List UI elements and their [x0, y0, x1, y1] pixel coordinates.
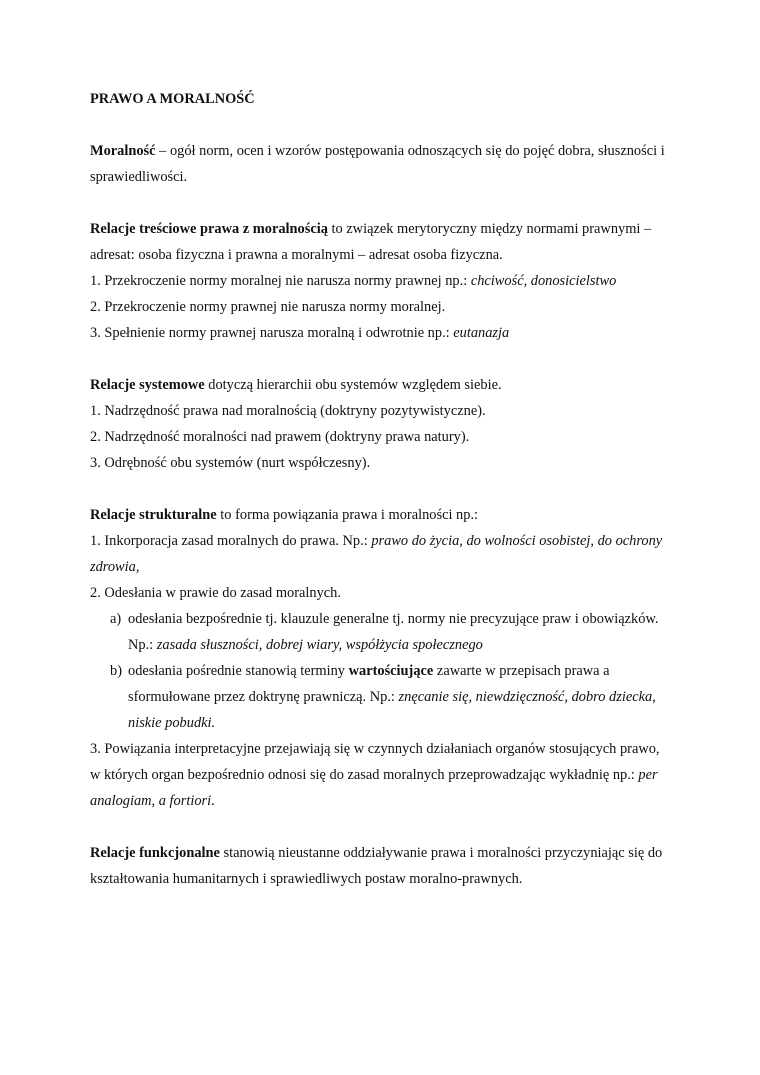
systemowe-item-1: 1. Nadrzędność prawa nad moralnością (doktryny pozytywistyczne).	[90, 403, 486, 419]
strukturalne-item-1-example: prawo do życia, do wolności osobistej, do ochrony zdrowia,	[90, 533, 663, 575]
sub-a-marker: a)	[110, 611, 122, 627]
strukturalne-sub-b	[90, 658, 665, 736]
sub-b-bold: wartościujące	[348, 663, 434, 679]
strukturalne-item-3-example: per analogiam, a fortiori	[90, 767, 658, 809]
page-title: PRAWO A MORALNOŚĆ	[90, 91, 255, 107]
tresciowe-item-1-example: chciwość, donosicielstwo	[470, 273, 617, 289]
funkcjonalne-paragraph	[90, 840, 665, 892]
tresciowe-item-1	[90, 268, 665, 294]
strukturalne-sub-a	[90, 606, 665, 658]
tresciowe-item-3-example: eutanazja	[453, 325, 510, 341]
strukturalne-item-1-text: 1. Inkorporacja zasad moralnych do prawa. Np.:	[90, 533, 372, 549]
strukturalne-item-3-end: .	[211, 793, 215, 809]
tresciowe-term: Relacje treściowe prawa z moralnością	[90, 221, 328, 237]
sub-b-example: znęcanie się, niewdzięczność, dobro dziecka, niskie pobudki.	[128, 689, 656, 731]
strukturalne-term: Relacje strukturalne	[90, 507, 217, 523]
strukturalne-item-3	[90, 736, 665, 814]
moralnosc-definition	[90, 138, 665, 190]
tresciowe-item-2-text: 2. Przekroczenie normy prawnej nie narusza normy moralnej.	[90, 299, 446, 315]
systemowe-intro-text: dotyczą hierarchii obu systemów względem siebie.	[204, 377, 502, 393]
sub-a-example: zasada słuszności, dobrej wiary, współżycia społecznego	[156, 637, 483, 653]
sub-b-text-after: zawarte w przepisach prawa a sformułowane przez doktrynę prawniczą. Np.:	[128, 663, 610, 705]
moralnosc-def: – ogół norm, ocen i wzorów postępowania odnoszących się do pojęć dobra, słuszności i sprawiedliwości.	[90, 143, 665, 185]
tresciowe-item-2	[90, 294, 665, 320]
tresciowe-item-1-text: 1. Przekroczenie normy moralnej nie narusza normy prawnej np.:	[90, 273, 471, 289]
systemowe-intro	[90, 372, 665, 398]
sub-b-text-before: odesłania pośrednie stanowią terminy	[128, 663, 349, 679]
tresciowe-intro	[90, 216, 665, 268]
strukturalne-intro	[90, 502, 665, 528]
tresciowe-intro-text: to związek merytoryczny między normami prawnymi – adresat: osoba fizyczna i prawna a moralnymi – adresat osoba fizyczna.	[90, 221, 652, 263]
systemowe-item-2: 2. Nadrzędność moralności nad prawem (doktryny prawa natury).	[90, 429, 470, 445]
sub-a-text: odesłania bezpośrednie tj. klauzule generalne tj. normy nie precyzujące praw i obowiązków. Np.:	[128, 611, 659, 653]
funkcjonalne-term: Relacje funkcjonalne	[90, 845, 220, 861]
funkcjonalne-text: stanowią nieustanne oddziaływanie prawa i moralności przyczyniając się do kształtowania humanitarnych i sprawiedliwych postaw moralno-prawnych.	[90, 845, 663, 887]
systemowe-item-3: 3. Odrębność obu systemów (nurt współczesny).	[90, 455, 371, 471]
strukturalne-item-3-text: 3. Powiązania interpretacyjne przejawiają się w czynnych działaniach organów stosujących prawo, w których organ bezpośrednio odnosi się do zasad moralnych przeprowadzając wykładnię np.:	[90, 741, 660, 783]
systemowe-term: Relacje systemowe	[90, 377, 205, 393]
strukturalne-item-1	[90, 528, 665, 580]
tresciowe-item-3-text: 3. Spełnienie normy prawnej narusza moralną i odwrotnie np.:	[90, 325, 454, 341]
strukturalne-intro-text: to forma powiązania prawa i moralności np.:	[216, 507, 479, 523]
tresciowe-item-3	[90, 320, 665, 346]
document-page	[90, 86, 665, 892]
moralnosc-term: Moralność	[90, 143, 156, 159]
sub-b-marker: b)	[110, 663, 122, 679]
strukturalne-item-2: 2. Odesłania w prawie do zasad moralnych.	[90, 585, 341, 601]
